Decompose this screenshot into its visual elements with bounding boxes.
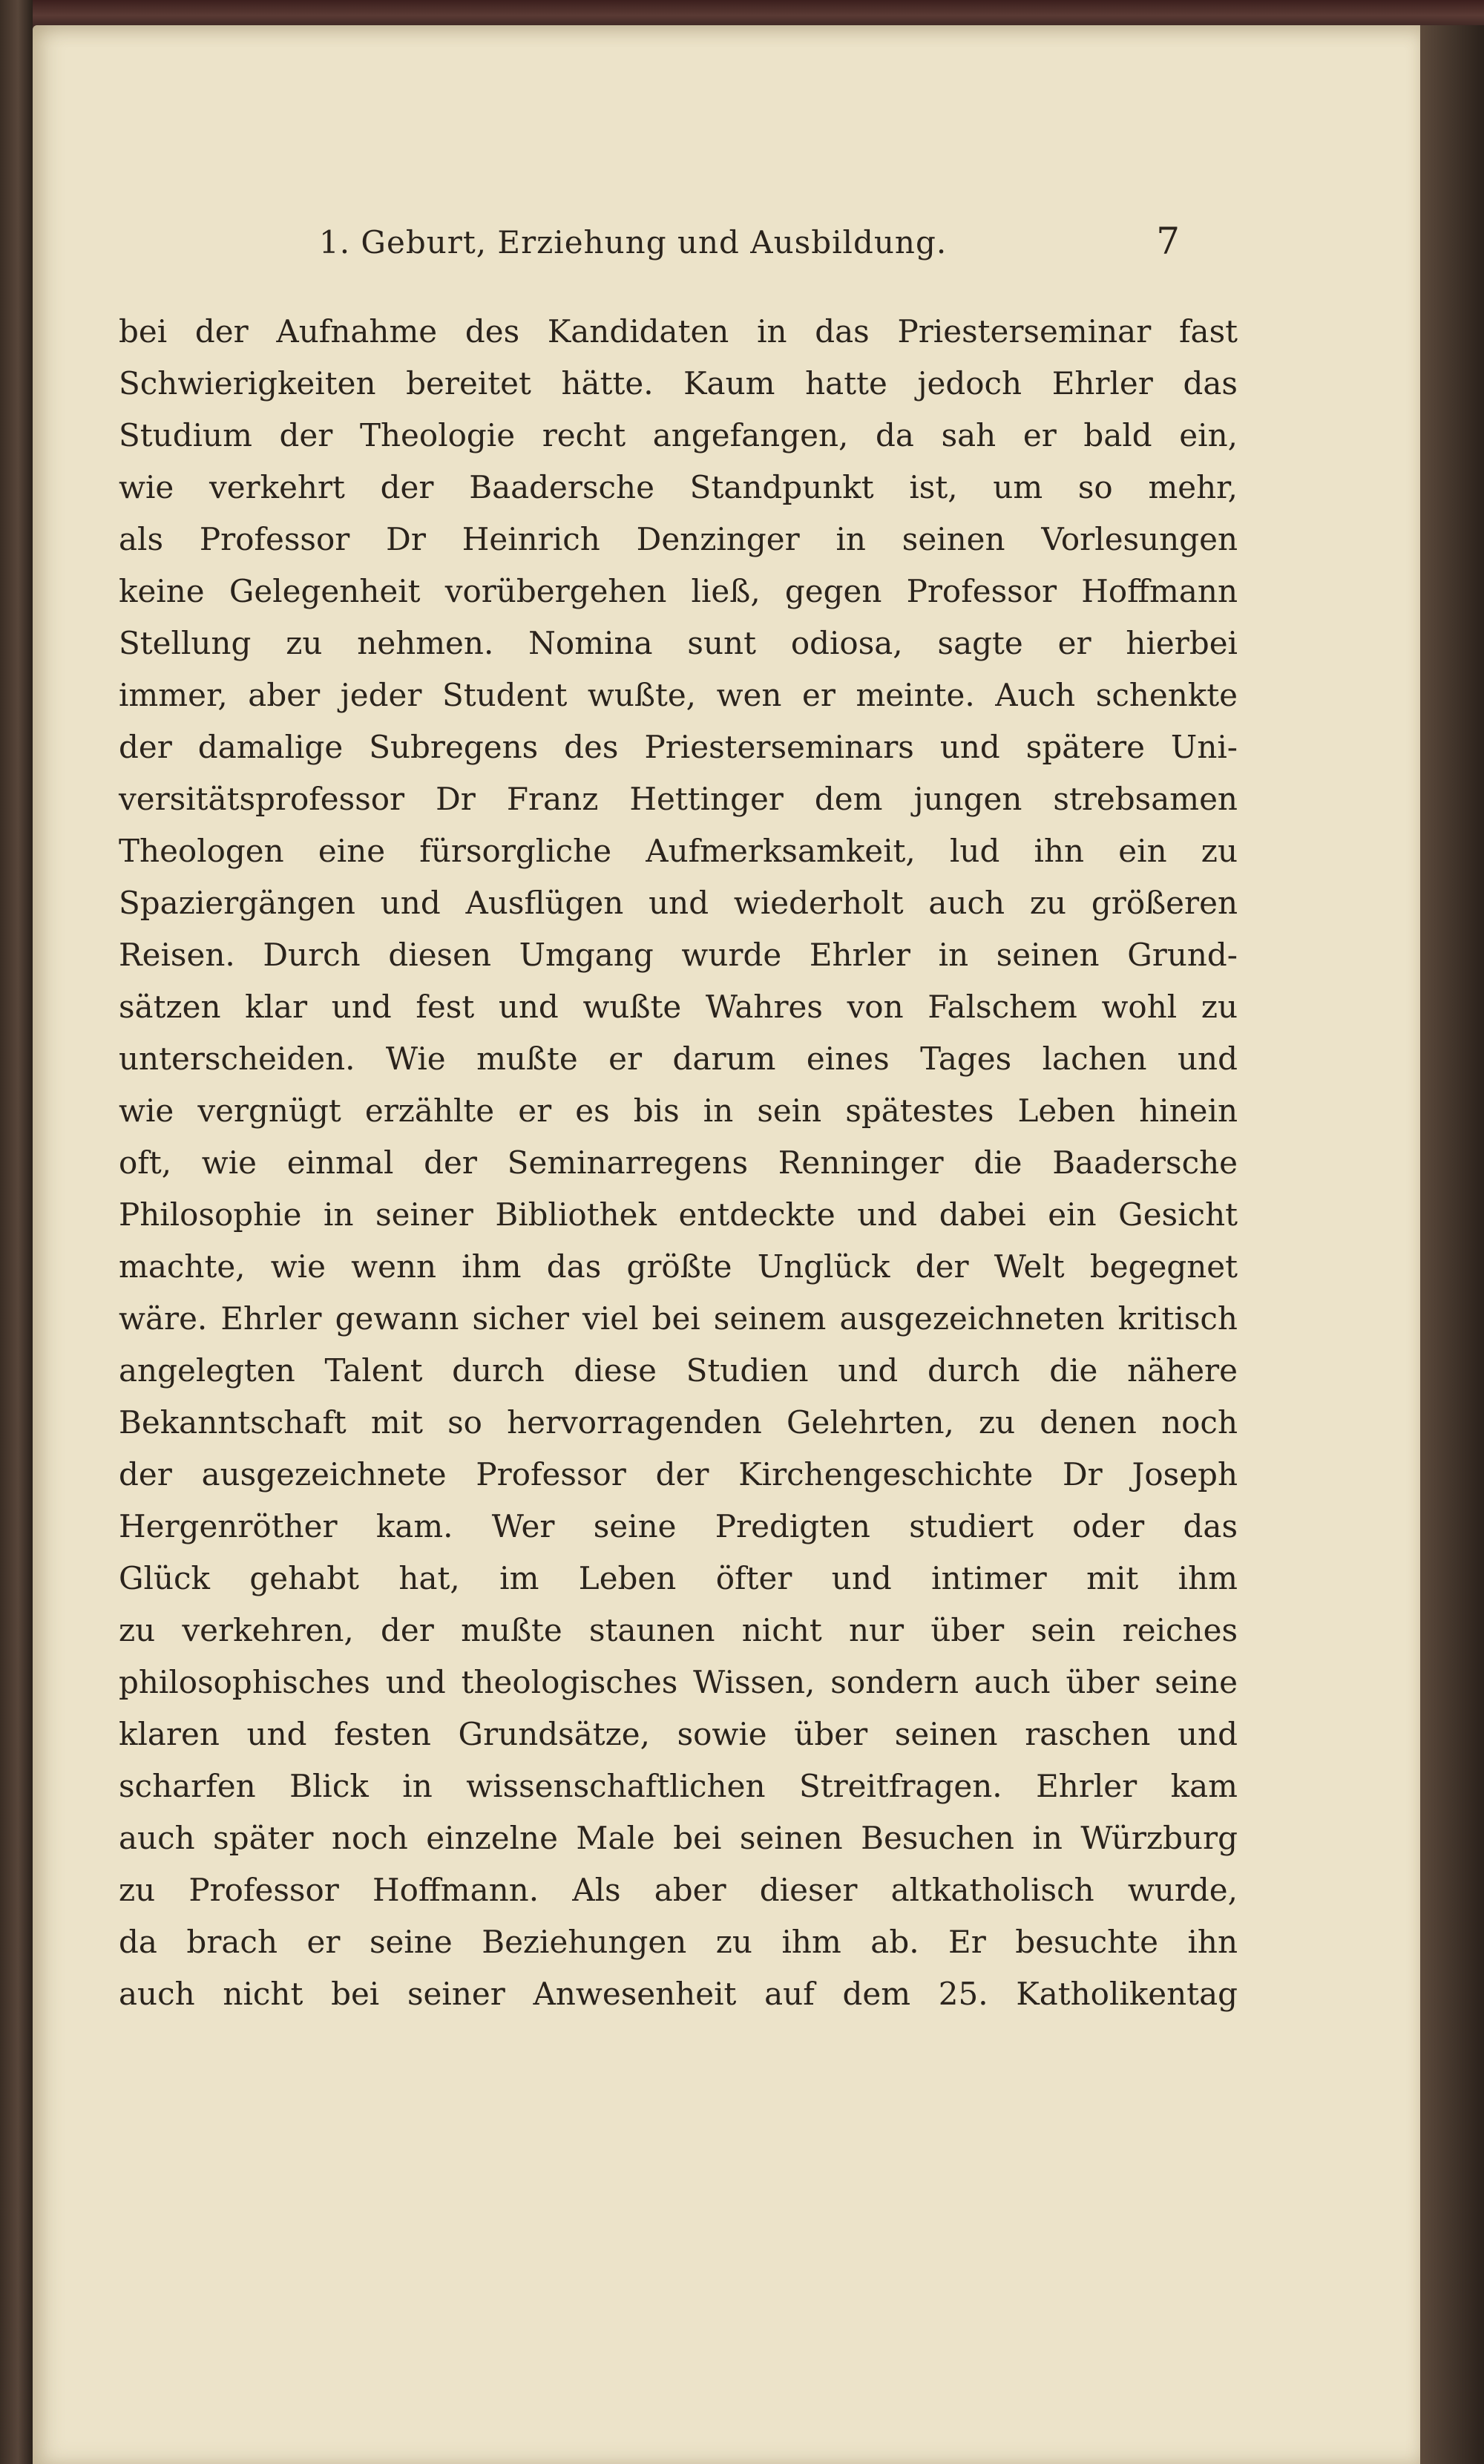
text-line-27: philosophisches und theologisches Wissen, sondern auch über seine [119, 1664, 1238, 1700]
text-line-6: keine Gelegenheit vorübergehen ließ, gegen Professor Hoffmann [119, 573, 1238, 609]
text-line-20: wäre. Ehrler gewann sicher viel bei seinem ausgezeichneten kritisch [119, 1300, 1238, 1337]
book-spine-left-edge [0, 0, 33, 2464]
text-line-25: Glück gehabt hat, im Leben öfter und intimer mit ihm [119, 1560, 1238, 1596]
text-line-10: versitätsprofessor Dr Franz Hettinger dem jungen strebsamen [119, 781, 1238, 817]
text-line-29: scharfen Blick in wissenschaftlichen Streitfragen. Ehrler kam [119, 1768, 1238, 1804]
text-line-5: als Professor Dr Heinrich Denzinger in seinen Vorlesungen [119, 521, 1238, 557]
text-line-13: Reisen. Durch diesen Umgang wurde Ehrler in seinen Grund- [119, 937, 1238, 973]
text-line-18: Philosophie in seiner Bibliothek entdeckte und dabei ein Gesicht [119, 1196, 1238, 1233]
text-line-11: Theologen eine fürsorgliche Aufmerksamkeit, lud ihn ein zu [119, 833, 1238, 869]
text-line-30: auch später noch einzelne Male bei seinen Besuchen in Würzburg [119, 1820, 1238, 1856]
text-line-31: zu Professor Hoffmann. Als aber dieser altkatholisch wurde, [119, 1872, 1238, 1908]
text-line-33: auch nicht bei seiner Anwesenheit auf dem 25. Katholikentag [119, 1976, 1238, 2012]
text-line-22: Bekanntschaft mit so hervorragenden Gelehrten, zu denen noch [119, 1404, 1238, 1441]
text-line-8: immer, aber jeder Student wußte, wen er meinte. Auch schenkte [119, 677, 1238, 713]
book-cover-right-edge [1420, 25, 1484, 2464]
text-line-28: klaren und festen Grundsätze, sowie über seinen raschen und [119, 1716, 1238, 1752]
text-line-12: Spaziergängen und Ausflügen und wiederholt auch zu größeren [119, 885, 1238, 921]
text-line-16: wie vergnügt erzählte er es bis in sein spätestes Leben hinein [119, 1092, 1238, 1129]
running-head [319, 220, 1180, 276]
text-line-4: wie verkehrt der Baadersche Standpunkt ist, um so mehr, [119, 469, 1238, 505]
text-line-2: Schwierigkeiten bereitet hätte. Kaum hatte jedoch Ehrler das [119, 365, 1238, 402]
text-line-14: sätzen klar und fest und wußte Wahres von Falschem wohl zu [119, 989, 1238, 1025]
body-text [119, 306, 1238, 2020]
chapter-title: 1. Geburt, Erziehung und Ausbildung. [319, 224, 948, 261]
text-line-21: angelegten Talent durch diese Studien und durch die nähere [119, 1352, 1238, 1389]
page-number: 7 [1156, 220, 1180, 263]
text-line-1: bei der Aufnahme des Kandidaten in das Priesterseminar fast [119, 313, 1238, 350]
text-line-15: unterscheiden. Wie mußte er darum eines Tages lachen und [119, 1041, 1238, 1077]
text-line-23: der ausgezeichnete Professor der Kirchengeschichte Dr Joseph [119, 1456, 1238, 1493]
text-line-7: Stellung zu nehmen. Nomina sunt odiosa, sagte er hierbei [119, 625, 1238, 661]
text-line-9: der damalige Subregens des Priesterseminars und spätere Uni- [119, 729, 1238, 765]
text-line-24: Hergenröther kam. Wer seine Predigten studiert oder das [119, 1508, 1238, 1544]
text-line-26: zu verkehren, der mußte staunen nicht nur über sein reiches [119, 1612, 1238, 1648]
text-line-32: da brach er seine Beziehungen zu ihm ab. Er besuchte ihn [119, 1924, 1238, 1960]
text-line-3: Studium der Theologie recht angefangen, da sah er bald ein, [119, 417, 1238, 453]
text-line-17: oft, wie einmal der Seminarregens Renninger die Baadersche [119, 1144, 1238, 1181]
text-line-19: machte, wie wenn ihm das größte Unglück der Welt begegnet [119, 1248, 1238, 1285]
